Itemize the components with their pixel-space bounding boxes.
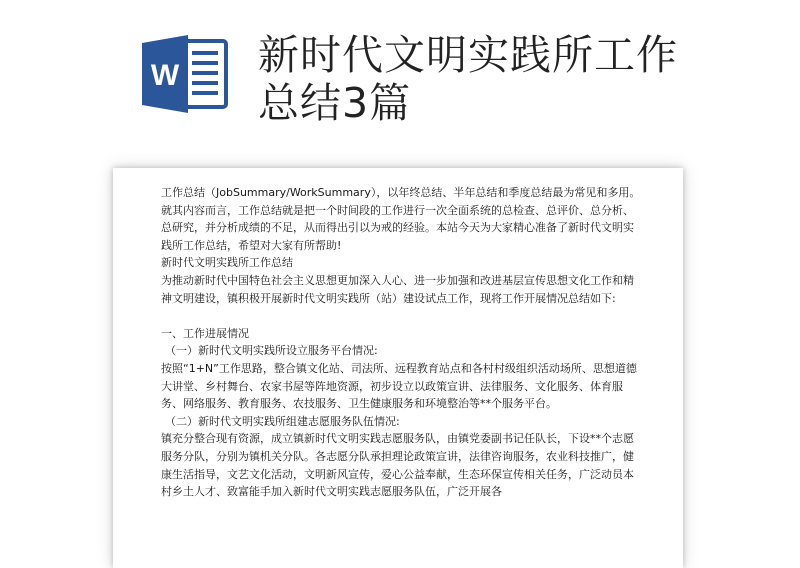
paragraph-blank [161, 307, 643, 325]
paragraph-platform: 按照“1+N”工作思路，整合镇文化站、司法所、远程教育站点和各村村级组织活动场所、思想道德大讲堂、乡村舞台、农家书屋等阵地资源，初步设立以政策宣讲、法律服务、文化服务、体育服务、网络服务、教育服务、农技服务、卫生健康服务和环境整治等**个服务平台。 [161, 361, 637, 411]
subsection-heading-2: （二）新时代文明实践所组建志愿服务队伍情况: [165, 414, 400, 428]
document-body [161, 184, 643, 501]
page-title: 新时代文明实践所工作总结3篇 [258, 31, 678, 127]
paragraph-preface: 为推动新时代中国特色社会主义思想更加深入人心、进一步加强和改进基层宣传思想文化工作和精神文明建设，镇积极开展新时代文明实践所（站）建设试点工作，现将工作开展情况总结如下: [161, 273, 634, 305]
paragraph-intro: 工作总结（JobSummary/WorkSummary），以年终总结、半年总结和季度总结最为常见和多用。就其内容而言，工作总结就是把一个时间段的工作进行一次全面系统的总检查、总评价、总分析、总研究，并分析成绩的不足，从而得出引以为戒的经验。本站今天为大家精心准备了新时代文明实践所工作总结，希望对大家有所帮助! [161, 186, 641, 252]
paragraph-volunteer: 镇充分整合现有资源，成立镇新时代文明实践志愿服务队，由镇党委副书记任队长，下设**个志愿服务分队，分别为镇机关分队。各志愿分队承担理论政策宣讲，法律咨询服务，农业科技推广，健康生活指导，文艺文化活动，文明新风宣传，爱心公益奉献，生态环保宣传相关任务，广泛动员本村乡土人才、致富能手加入新时代文明实践志愿服务队伍，广泛开展各 [161, 432, 634, 499]
section-heading-1: 一、工作进展情况 [161, 326, 249, 340]
document-page [113, 168, 683, 568]
word-document-icon [140, 33, 230, 115]
paragraph-doc-title: 新时代文明实践所工作总结 [161, 256, 293, 270]
subsection-heading-1: （一）新时代文明实践所设立服务平台情况: [165, 344, 378, 358]
header [0, 0, 800, 160]
word-icon-letter: W [150, 59, 180, 92]
